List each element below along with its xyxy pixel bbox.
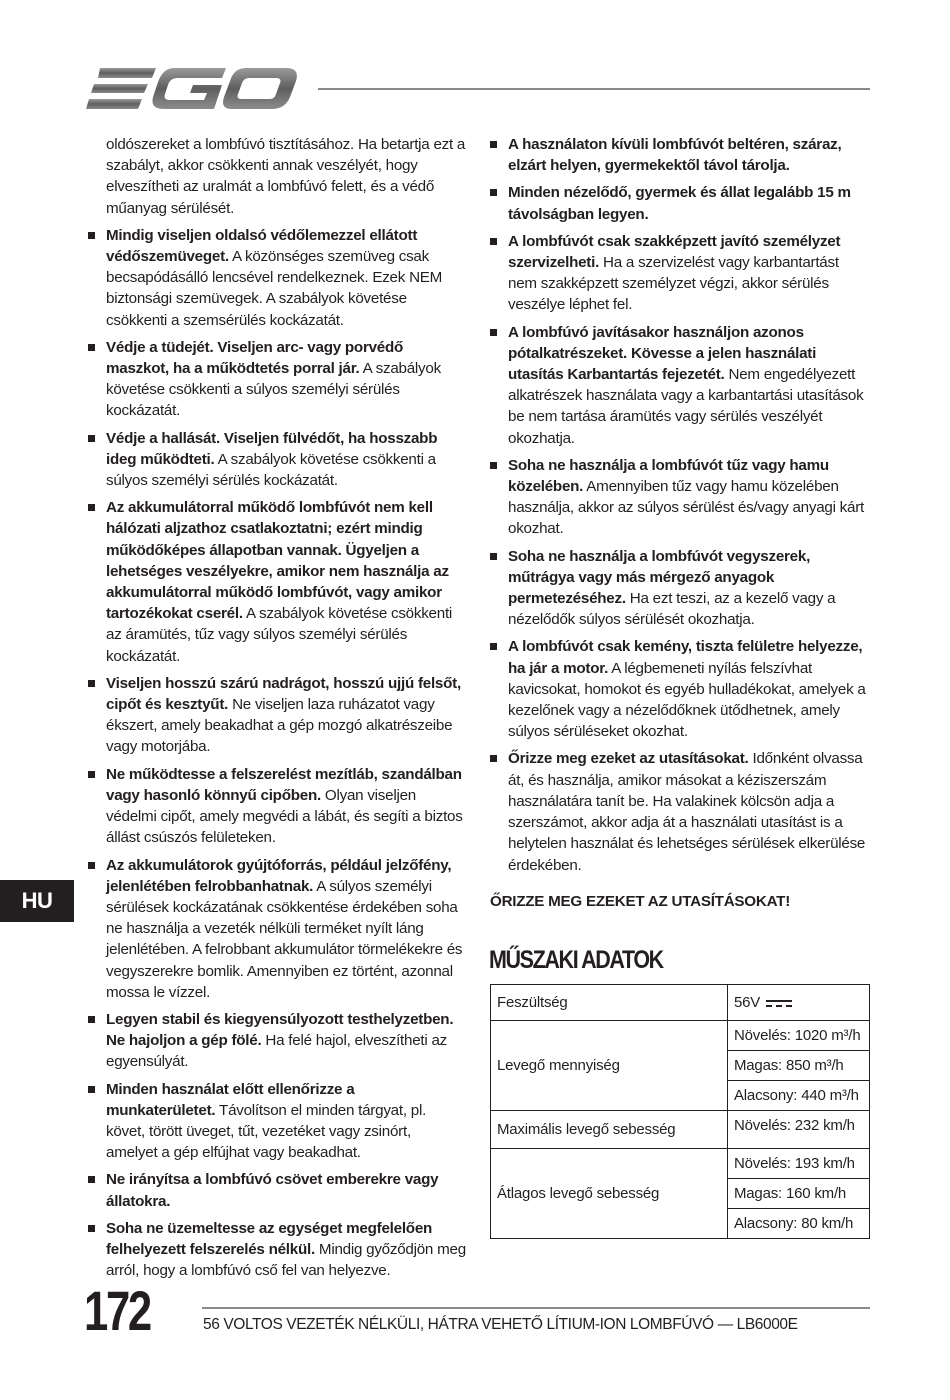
list-item	[86, 497, 466, 667]
list-item	[86, 855, 466, 1003]
item-text: Időnként olvassa át, és használja, amikor másokat a kéziszerszám használatára tanít be. Ha valakinek kölcsön adja a szerszámot, akkor adja át a használati utasítást is a helytelen használat és lehetséges sérülések elkerülése érdekében.	[508, 750, 866, 874]
bullet-icon	[88, 771, 95, 778]
item-text: Távolítson el minden tárgyat, pl. követ, törött üveget, tűt, vezetéket vagy zsinórt, amelyet a gép elfújhat vagy beakadhat.	[106, 1101, 427, 1162]
bullet-icon	[88, 344, 95, 351]
item-bold-text: Védje a tüdejét. Viseljen arc- vagy porvédő maszkot, ha a működtetés porral jár.	[106, 338, 404, 378]
item-text: A szabályok követése csökkenti a súlyos személyi sérülés kockázatát.	[106, 360, 441, 420]
item-bold-text: Minden nézelődő, gyermek és állat legalább 15 m távolságban legyen.	[508, 184, 851, 223]
intro-paragraph: oldószereket a lombfúvó tisztításához. Ha betartja ezt a szabályt, akkor csökkenti annak veszélyét, hogy elveszítheti az uralmát a lombfúvó felett, és a védő műanyag sérülését.	[106, 136, 466, 217]
specs-heading: MŰSZAKI ADATOK	[489, 946, 663, 974]
item-bold-text: A lombfúvó javításakor használjon azonos pótalkatrészeket. Kövesse a jelen használati utasítás Karbantartás fejezetét.	[508, 323, 817, 384]
list-item	[86, 764, 466, 849]
bullet-icon	[88, 504, 95, 511]
item-text: Mindig győződjön meg arról, hogy a lombfúvó cső fel van helyezve.	[106, 1240, 466, 1280]
spec-value	[728, 985, 870, 1021]
voltage-value: 56V	[734, 994, 761, 1011]
item-text: Ha felé hajol, elveszítheti az egyensúlyát.	[106, 1032, 448, 1071]
item-bold-text: Soha ne használja a lombfúvót vegyszerek, műtrágya vagy más mérgező anyagok permetezéséhez.	[508, 547, 811, 608]
item-bold-text: Az akkumulátorok gyújtóforrás, például jelzőfény, jelenlétében felrobbanhatnak.	[106, 856, 452, 895]
bullet-icon	[88, 232, 95, 239]
bullet-icon	[490, 462, 497, 469]
right-column	[488, 134, 870, 912]
ego-logo	[86, 64, 298, 114]
bullet-icon	[490, 643, 497, 650]
spec-value: Alacsony: 440 m³/h	[728, 1081, 870, 1111]
list-item	[86, 337, 466, 422]
bullet-icon	[88, 1176, 95, 1183]
bullet-icon	[490, 553, 497, 560]
item-bold-text: Legyen stabil és kiegyensúlyozott testhelyzetben. Ne hajoljon a gép fölé.	[106, 1010, 454, 1050]
closing-statement: ŐRIZZE MEG EZEKET AZ UTASÍTÁSOKAT!	[490, 892, 791, 910]
item-bold-text: Viseljen hosszú szárú nadrágot, hosszú ujjú felsőt, cipőt és kesztyűt.	[106, 674, 461, 714]
specs-table	[490, 984, 870, 1239]
bullet-icon	[490, 755, 497, 762]
item-bold-text: A lombfúvót csak szakképzett javító személyzet szervizelheti.	[508, 232, 841, 272]
table-row	[491, 1021, 870, 1051]
list-item	[488, 455, 870, 540]
item-bold-text: Soha ne üzemeltesse az egységet megfelelően felhelyezett felszerelés nélkül.	[106, 1219, 433, 1258]
list-item	[488, 748, 870, 875]
list-item	[86, 1079, 466, 1164]
list-item	[86, 1218, 466, 1282]
bullet-icon	[88, 1086, 95, 1093]
item-text: A szabályok követése csökkenti a súlyos személyi sérülés kockázatát.	[106, 450, 436, 490]
list-item	[86, 1009, 466, 1073]
spec-value: Magas: 160 km/h	[728, 1179, 870, 1209]
language-tab: HU	[0, 880, 74, 922]
item-bold-text: A lombfúvót csak kemény, tiszta felületre helyezze, ha jár a motor.	[508, 638, 863, 677]
list-item	[488, 322, 870, 449]
bullet-icon	[88, 680, 95, 687]
list-item	[488, 182, 870, 224]
item-bold-text: Soha ne használja a lombfúvót tűz vagy hamu közelében.	[508, 456, 829, 496]
bullet-icon	[88, 435, 95, 442]
bullet-icon	[490, 238, 497, 245]
item-text: A súlyos személyi sérülések kockázatának csökkentése érdekében soha ne használja a vezeték nélküli terméket nyílt láng jelenlétében. A felrobbant akkumulátor törmelékekre és vegyszerekre bomlik. Amennyiben ez történt, azonnal mossa le vízzel.	[106, 877, 463, 1001]
spec-label: Levegő mennyiség	[491, 1021, 728, 1111]
table-row	[491, 1149, 870, 1179]
item-text: Ha a szervizelést vagy karbantartást nem szakképzett személyzet végzi, akkor sérülés veszélye léphet fel.	[508, 254, 839, 314]
table-row	[491, 985, 870, 1021]
bullet-icon	[88, 1016, 95, 1023]
header-rule	[318, 88, 870, 90]
item-text: Ne viseljen laza ruházatot vagy ékszert, amely beakadhat a gép mozgó alkatrészeibe vagy motorjába.	[106, 696, 453, 756]
spec-value: Növelés: 232 km/h	[728, 1111, 870, 1149]
item-bold-text: Minden használat előtt ellenőrizze a munkaterületet.	[106, 1080, 355, 1119]
table-row	[491, 1111, 870, 1149]
list-item	[86, 1169, 466, 1211]
item-text: A szabályok követése csökkenti az áramütés, tűz vagy súlyos személyi sérülés kockázatát.	[106, 605, 453, 665]
list-item	[86, 673, 466, 758]
bullet-icon	[490, 141, 497, 148]
footer-rule	[202, 1307, 870, 1309]
spec-value: Növelés: 1020 m³/h	[728, 1021, 870, 1051]
spec-value: Magas: 850 m³/h	[728, 1051, 870, 1081]
item-bold-text: Védje a hallását. Viseljen fülvédőt, ha hosszabb ideg működteti.	[106, 429, 438, 468]
item-text: A légbemeneti nyílás felszívhat kavicsokat, homokot és egyéb hulladékokat, amelyek a kezelőnek vagy a nézelődőknek ütődhetnek, amely súlyos sérüléseket okozhat.	[508, 659, 866, 741]
spec-label: Feszültség	[491, 985, 728, 1021]
item-bold-text: A használaton kívüli lombfúvót beltéren, száraz, elzárt helyen, gyermekektől távol tárolja.	[508, 136, 842, 175]
item-bold-text: Az akkumulátorral működő lombfúvót nem kell hálózati aljzathoz csatlakoztatni; ezért mindig működőképes állapotban vannak. Ügyeljen a lehetséges veszélyekre, amikor nem használja az akkumulátorral működő lombfúvót, vagy amikor tartozékokat cserél.	[106, 499, 449, 623]
spec-label: Átlagos levegő sebesség	[491, 1149, 728, 1239]
footer-title: 56 VOLTOS VEZETÉK NÉLKÜLI, HÁTRA VEHETŐ LÍTIUM-ION LOMBFÚVÓ — LB6000E	[203, 1316, 798, 1333]
bullet-icon	[88, 862, 95, 869]
bullet-icon	[490, 329, 497, 336]
spec-value: Alacsony: 80 km/h	[728, 1209, 870, 1239]
spec-label: Maximális levegő sebesség	[491, 1111, 728, 1149]
list-item	[488, 134, 870, 176]
item-text: Amennyiben tűz vagy hamu közelében használja, akkor az súlyos sérülést és/vagy anyagi kárt okozhat.	[508, 478, 864, 538]
bullet-icon	[88, 1225, 95, 1232]
list-item	[86, 428, 466, 492]
left-column	[86, 134, 466, 1287]
item-bold-text: Mindig viseljen oldalsó védőlemezzel ellátott védőszemüveget.	[106, 226, 418, 266]
page-number: 172	[84, 1279, 150, 1342]
item-bold-text: Ne működtesse a felszerelést mezítláb, szandálban vagy hasonló könnyű cipőben.	[106, 765, 462, 804]
list-item	[488, 231, 870, 316]
list-item	[488, 636, 870, 742]
item-text: A közönséges szemüveg csak becsapódásálló lencsével rendelkeznek. Ezek NEM biztonsági szemüvegek. A szabályok követése csökkenti a szemsérülés kockázatát.	[106, 248, 443, 329]
item-text: Nem engedélyezett alkatrészek használata vagy a karbantartási utasítások be nem tartása áramütés vagy sérülés veszélyét okozhatja.	[508, 366, 864, 447]
dc-current-icon	[766, 998, 792, 1008]
item-text: Ha ezt teszi, az a kezelő vagy a nézelődők súlyos sérülését okozhatja.	[508, 590, 836, 629]
bullet-icon	[490, 189, 497, 196]
item-bold-text: Őrizze meg ezeket az utasításokat.	[508, 750, 749, 768]
list-item	[86, 225, 466, 331]
item-text: Olyan viseljen védelmi cipőt, amely megvédi a lábát, és segíti a biztos állást csúszós felületeken.	[106, 786, 463, 847]
item-bold-text: Ne irányítsa a lombfúvó csövet emberekre vagy állatokra.	[106, 1171, 439, 1210]
spec-value: Növelés: 193 km/h	[728, 1149, 870, 1179]
list-item	[488, 546, 870, 631]
